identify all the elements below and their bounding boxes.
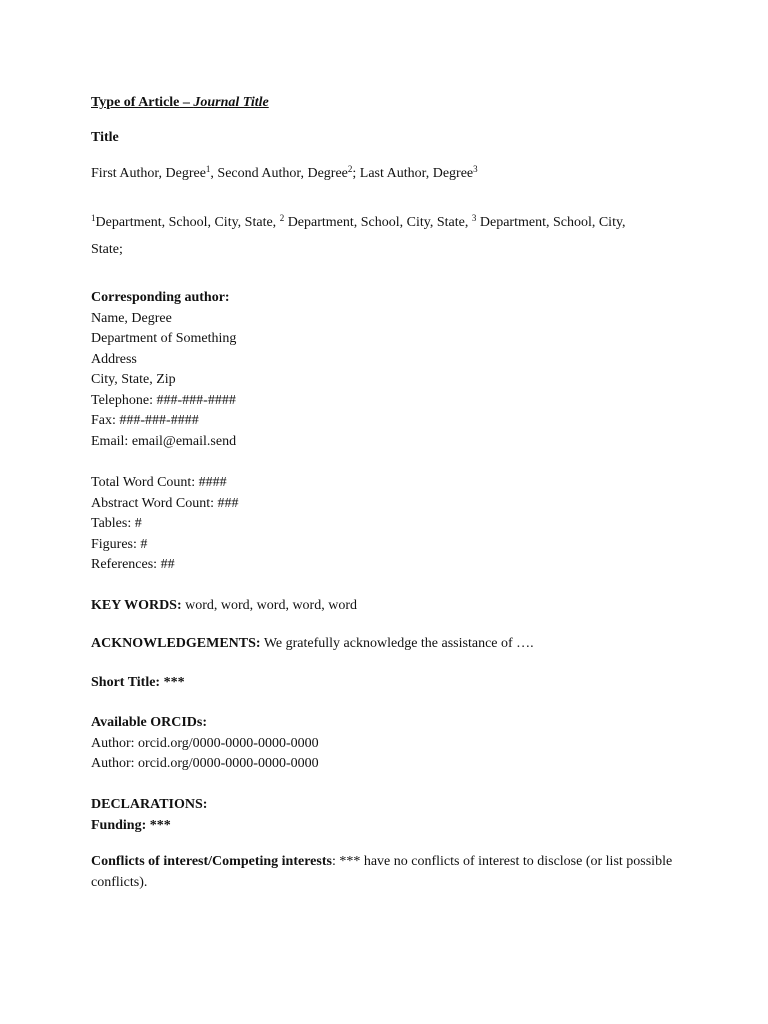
- article-type: Type of Article: [91, 95, 180, 110]
- orcids-heading: Available ORCIDs:: [91, 715, 208, 730]
- affiliation-1: Department, School, City, State,: [95, 215, 280, 230]
- corresponding-address: Address: [91, 351, 137, 367]
- affiliations-line-1: [91, 209, 691, 236]
- conflicts-paragraph: [91, 852, 681, 893]
- author-1: First Author, Degree: [91, 166, 206, 181]
- affiliations: [91, 209, 691, 263]
- author-2: , Second Author, Degree: [210, 166, 348, 181]
- acknowledgements-label: ACKNOWLEDGEMENTS:: [91, 636, 261, 651]
- funding-line: Funding: ***: [91, 817, 171, 833]
- counts-block: [91, 473, 691, 576]
- declarations-heading: DECLARATIONS:: [91, 797, 208, 812]
- corresponding-author-block: [91, 288, 691, 452]
- journal-title: Journal Title: [193, 95, 269, 110]
- figures-count: Figures: #: [91, 536, 148, 552]
- document-title: Title: [91, 130, 119, 145]
- authors-line: [91, 164, 691, 185]
- total-word-count: Total Word Count: ####: [91, 475, 227, 490]
- affiliation-3: Department, School, City,: [476, 215, 626, 230]
- orcid-line-2: Author: orcid.org/0000-0000-0000-0000: [91, 756, 319, 771]
- keywords-value: word, word, word, word, word: [181, 598, 357, 613]
- affiliation-3-superscript: 3: [471, 213, 477, 223]
- conflicts-value: : *** have no conflicts of interest to disclose (or list possible conflicts).: [91, 854, 673, 890]
- affiliation-2-superscript: 2: [279, 213, 285, 223]
- corresponding-email: Email: email@email.send: [91, 433, 237, 449]
- affiliation-2: Department, School, City, State,: [284, 215, 472, 230]
- orcid-line-1: Author: orcid.org/0000-0000-0000-0000: [91, 735, 319, 751]
- corresponding-city-state-zip: City, State, Zip: [91, 372, 176, 387]
- author-1-superscript: 1: [205, 164, 211, 174]
- affiliation-1-superscript: 1: [91, 213, 96, 223]
- author-3-superscript: 3: [473, 164, 478, 174]
- author-2-superscript: 2: [347, 164, 353, 174]
- author-3: ; Last Author, Degree: [352, 166, 474, 181]
- keywords-label: KEY WORDS:: [91, 598, 182, 613]
- short-title: Short Title: ***: [91, 675, 185, 690]
- corresponding-telephone: Telephone: ###-###-####: [91, 392, 236, 408]
- corresponding-department: Department of Something: [91, 331, 237, 346]
- orcids-block: [91, 713, 691, 775]
- conflicts-label: Conflicts of interest/Competing interests: [91, 854, 332, 869]
- references-count: References: ##: [91, 557, 175, 572]
- corresponding-fax: Fax: ###-###-####: [91, 413, 199, 428]
- article-type-heading: [91, 93, 691, 114]
- tables-count: Tables: #: [91, 516, 142, 531]
- abstract-word-count: Abstract Word Count: ###: [91, 495, 239, 511]
- corresponding-author-heading: Corresponding author:: [91, 290, 230, 305]
- affiliations-line-2: State;: [91, 242, 123, 257]
- acknowledgements-line: [91, 634, 691, 655]
- keywords-line: [91, 596, 691, 617]
- corresponding-name: Name, Degree: [91, 310, 172, 326]
- acknowledgements-value: We gratefully acknowledge the assistance of ….: [260, 636, 534, 651]
- declarations-block: [91, 795, 691, 836]
- header-dash: –: [179, 95, 194, 110]
